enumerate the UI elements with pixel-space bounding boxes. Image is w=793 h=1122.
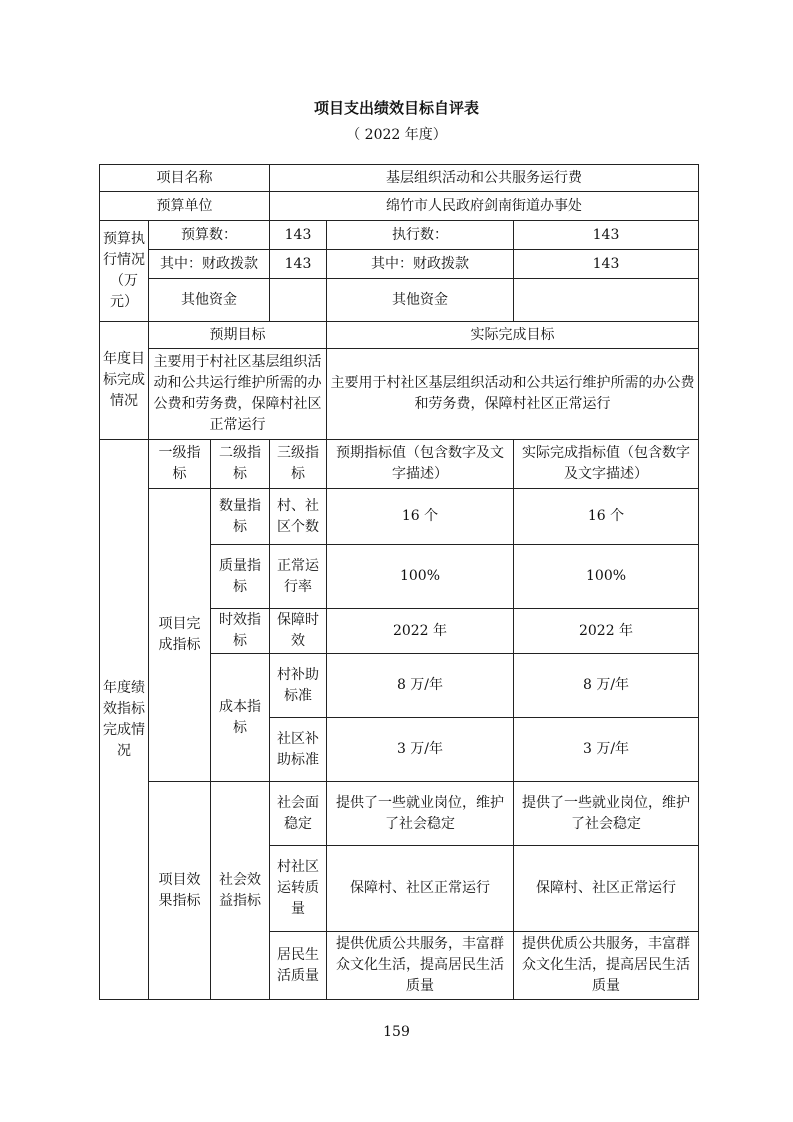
cost-l3-2: 社区补助标准 xyxy=(270,718,327,782)
group1-label: 项目完成指标 xyxy=(149,489,211,782)
social-actual-1: 提供了一些就业岗位，维护了社会稳定 xyxy=(514,782,699,846)
level3-header: 三级指标 xyxy=(270,440,327,489)
actual-goal-header: 实际完成目标 xyxy=(327,322,699,349)
social-label: 社会效益指标 xyxy=(211,782,270,1000)
actual-value-header: 实际完成指标值（包含数字及文字描述） xyxy=(514,440,699,489)
budget-unit-value: 绵竹市人民政府剑南街道办事处 xyxy=(270,192,699,221)
expected-goal-text: 主要用于村社区基层组织活动和公共运行维护所需的办公费和劳务费，保障村社区正常运行 xyxy=(149,349,327,440)
budget-amount-label: 预算数： xyxy=(149,221,270,250)
budget-section-label: 预算执行情况（万元） xyxy=(100,221,149,322)
timeliness-actual: 2022 年 xyxy=(514,609,699,654)
other-funds-label: 其他资金 xyxy=(149,279,270,322)
cost-label: 成本指标 xyxy=(211,654,270,782)
cost-actual-1: 8 万/年 xyxy=(514,654,699,718)
level1-header: 一级指标 xyxy=(149,440,211,489)
quantity-l3: 村、社区个数 xyxy=(270,489,327,545)
cost-l3-1: 村补助标准 xyxy=(270,654,327,718)
social-actual-2: 保障村、社区正常运行 xyxy=(514,846,699,932)
cost-expected-2: 3 万/年 xyxy=(327,718,514,782)
page-number: 159 xyxy=(383,1024,410,1040)
cost-expected-1: 8 万/年 xyxy=(327,654,514,718)
fiscal-budget-value: 143 xyxy=(270,250,327,279)
other-funds-exec-label: 其他资金 xyxy=(327,279,514,322)
project-name-value: 基层组织活动和公共服务运行费 xyxy=(270,165,699,192)
timeliness-l3: 保障时效 xyxy=(270,609,327,654)
quantity-label: 数量指标 xyxy=(211,489,270,545)
expected-goal-header: 预期目标 xyxy=(149,322,327,349)
fiscal-exec-value: 143 xyxy=(514,250,699,279)
project-name-row xyxy=(100,165,699,192)
fiscal-budget-label: 其中：财政拨款 xyxy=(149,250,270,279)
self-evaluation-table xyxy=(99,164,699,1000)
fiscal-row xyxy=(100,250,699,279)
quality-expected: 100% xyxy=(327,545,514,609)
level2-header: 二级指标 xyxy=(211,440,270,489)
year-label: （ 2022 年度） xyxy=(346,127,447,143)
quantity-actual: 16 个 xyxy=(514,489,699,545)
cost-actual-2: 3 万/年 xyxy=(514,718,699,782)
group2-label: 项目效果指标 xyxy=(149,782,211,1000)
fiscal-exec-label: 其中：财政拨款 xyxy=(327,250,514,279)
quality-l3: 正常运行率 xyxy=(270,545,327,609)
quantity-row xyxy=(100,489,699,545)
budget-row xyxy=(100,221,699,250)
exec-amount-label: 执行数： xyxy=(327,221,514,250)
social-l3-2: 村社区运转质量 xyxy=(270,846,327,932)
project-name-label: 项目名称 xyxy=(100,165,270,192)
social-expected-1: 提供了一些就业岗位，维护了社会稳定 xyxy=(327,782,514,846)
other-funds-row xyxy=(100,279,699,322)
indicator-header-row xyxy=(100,440,699,489)
quality-label: 质量指标 xyxy=(211,545,270,609)
budget-unit-label: 预算单位 xyxy=(100,192,270,221)
social-expected-2: 保障村、社区正常运行 xyxy=(327,846,514,932)
annual-goal-content-row xyxy=(100,349,699,440)
budget-amount-value: 143 xyxy=(270,221,327,250)
other-funds-exec xyxy=(514,279,699,322)
annual-goal-section-label: 年度目标完成情况 xyxy=(100,322,149,440)
annual-goal-header-row xyxy=(100,322,699,349)
social-expected-3: 提供优质公共服务，丰富群众文化生活，提高居民生活质量 xyxy=(327,932,514,1000)
social-l3-1: 社会面稳定 xyxy=(270,782,327,846)
exec-amount-value: 143 xyxy=(514,221,699,250)
timeliness-label: 时效指标 xyxy=(211,609,270,654)
social-actual-3: 提供优质公共服务，丰富群众文化生活，提高居民生活质量 xyxy=(514,932,699,1000)
budget-unit-row xyxy=(100,192,699,221)
other-funds-budget xyxy=(270,279,327,322)
timeliness-expected: 2022 年 xyxy=(327,609,514,654)
quality-actual: 100% xyxy=(514,545,699,609)
performance-section-label: 年度绩效指标完成情况 xyxy=(100,440,149,1000)
actual-goal-text: 主要用于村社区基层组织活动和公共运行维护所需的办公费和劳务费，保障村社区正常运行 xyxy=(327,349,699,440)
social-l3-3: 居民生活质量 xyxy=(270,932,327,1000)
expected-value-header: 预期指标值（包含数字及文字描述） xyxy=(327,440,514,489)
quantity-expected: 16 个 xyxy=(327,489,514,545)
page-title: 项目支出绩效目标自评表 xyxy=(313,99,479,117)
social-row-1 xyxy=(100,782,699,846)
